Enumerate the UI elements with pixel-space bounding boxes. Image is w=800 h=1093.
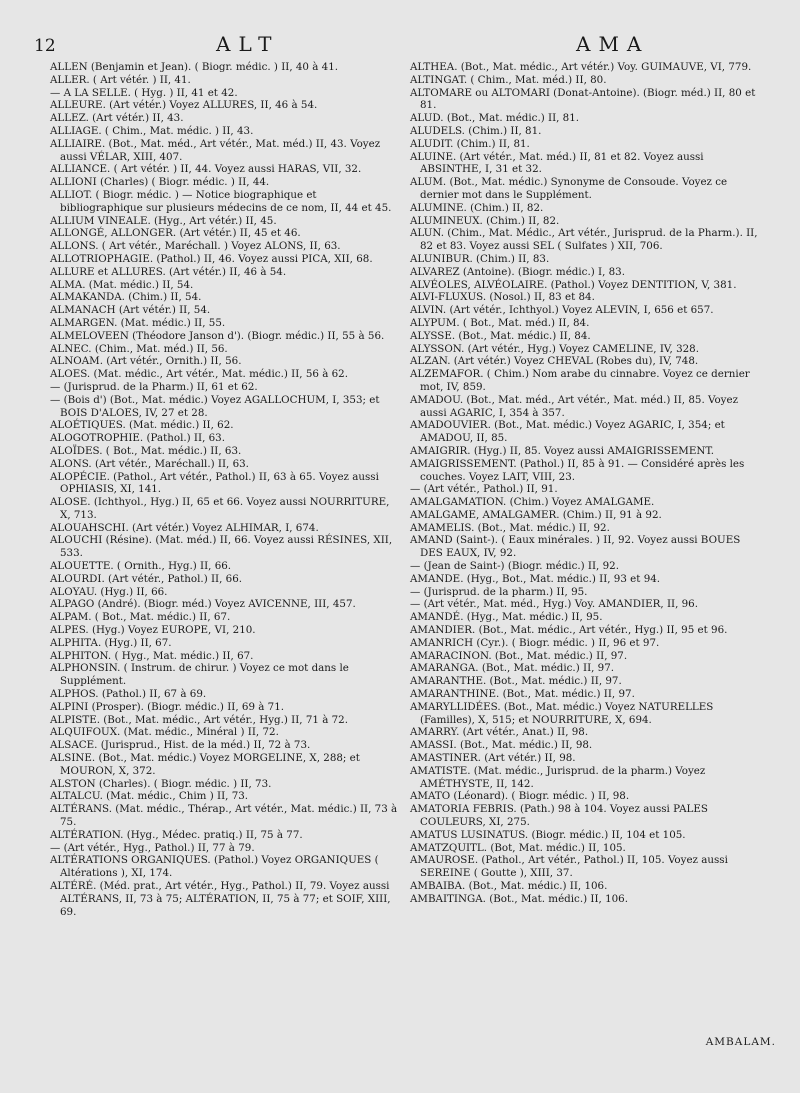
index-entry: AMASTINER. (Art vétér.) II, 98. bbox=[410, 752, 576, 765]
index-entry: ALOÉTIQUES. (Mat. médic.) II, 62. bbox=[50, 419, 234, 432]
index-entry: ALVIN. (Art vétér., Ichthyol.) Voyez ALEVIN, I, 656 et 657. bbox=[410, 304, 714, 317]
index-entry: AMASSI. (Bot., Mat. médic.) II, 98. bbox=[410, 739, 593, 752]
index-entry: ALOYAU. (Hyg.) II, 66. bbox=[50, 585, 168, 598]
index-entry: ALPAM. ( Bot., Mat. médic.) II, 67. bbox=[50, 611, 231, 624]
index-entry: ALTÉRÉ. (Méd. prat., Art vétér., Hyg., Pathol.) II, 79. Voyez aussi ALTÉRANS, II, 73 à 75; ALTÉRATION, II, 75 à 77; et SOIF, XIII, 69. bbox=[50, 880, 391, 918]
index-entry: AMATISTE. (Mat. médic., Jurisprud. de la pharm.) Voyez AMÉTHYSTE, II, 142. bbox=[410, 764, 706, 790]
index-entry: AMARRY. (Art vétér., Anat.) II, 98. bbox=[410, 726, 589, 739]
index-entry: AMATO (Léonard). ( Biogr. médic. ) II, 98. bbox=[410, 790, 630, 803]
index-entry: ALOUCHI (Résine). (Mat. méd.) II, 66. Voyez aussi RÉSINES, XII, 533. bbox=[50, 534, 393, 560]
index-entry: ALMARGEN. (Mat. médic.) II, 55. bbox=[50, 316, 226, 329]
index-entry: — (Art vétér., Pathol.) II, 91. bbox=[410, 483, 558, 496]
index-entry: — (Art vétér., Hyg., Pathol.) II, 77 à 79. bbox=[50, 841, 255, 854]
index-entry: ALUD. (Bot., Mat. médic.) II, 81. bbox=[410, 112, 580, 125]
index-entry: ALUM. (Bot., Mat. médic.) Synonyme de Consoude. Voyez ce dernier mot dans le Supplément. bbox=[410, 176, 728, 201]
index-entry: AMADOUVIER. (Bot., Mat. médic.) Voyez AGARIC, I, 354; et AMADOU, II, 85. bbox=[410, 419, 725, 445]
index-entry: — (Jurisprud. de la pharm.) II, 95. bbox=[410, 585, 588, 598]
index-entry: AMALGAME, AMALGAMER. (Chim.) II, 91 à 92. bbox=[410, 508, 662, 521]
index-entry: AMATZQUITL. (Bot, Mat. médic.) II, 105. bbox=[410, 841, 626, 854]
index-entry: ALVI-FLUXUS. (Nosol.) II, 83 et 84. bbox=[410, 291, 595, 304]
index-entry: ALUDELS. (Chim.) II, 81. bbox=[410, 124, 542, 137]
index-entry: ALSTON (Charles). ( Biogr. médic. ) II, 73. bbox=[50, 777, 272, 790]
index-entry: ALOUAHSCHI. (Art vétér.) Voyez ALHIMAR, I, 674. bbox=[50, 521, 319, 534]
index-entry: ALMAKANDA. (Chim.) II, 54. bbox=[50, 291, 202, 304]
index-entry: ALYSSE. (Bot., Mat. médic.) II, 84. bbox=[410, 329, 591, 342]
index-entry: AMAND (Saint-). ( Eaux minérales. ) II, 92. Voyez aussi BOUES DES EAUX, IV, 92. bbox=[410, 534, 741, 560]
index-entry: ALLIAIRE. (Bot., Mat. méd., Art vétér., Mat. méd.) II, 43. Voyez aussi VÉLAR, XIII, 407. bbox=[50, 137, 381, 163]
page-header bbox=[28, 30, 780, 58]
index-entry: AMALGAMATION. (Chim.) Voyez AMALGAME. bbox=[410, 496, 655, 509]
index-entry: ALMELOVEEN (Théodore Janson d'). (Biogr. médic.) II, 55 à 56. bbox=[50, 329, 385, 342]
index-entry: ALVAREZ (Antoine). (Biogr. médic.) I, 83. bbox=[410, 265, 625, 278]
index-entry: AMARANGA. (Bot., Mat. médic.) II, 97. bbox=[410, 662, 615, 675]
index-entry: AMAMELIS. (Bot., Mat. médic.) II, 92. bbox=[410, 521, 610, 534]
index-entry: ALPINI (Prosper). (Biogr. médic.) II, 69 à 71. bbox=[50, 700, 285, 713]
index-entry: ALLIONI (Charles) ( Biogr. médic. ) II, 44. bbox=[50, 176, 270, 189]
index-entry: AMAIGRISSEMENT. (Pathol.) II, 85 à 91. — Considéré après les couches. Voyez LAIT, VIII, 23. bbox=[410, 457, 745, 483]
index-entry: ALTINGAT. ( Chim., Mat. méd.) II, 80. bbox=[410, 73, 607, 86]
index-entry: AMBAIBA. (Bot., Mat. médic.) II, 106. bbox=[410, 880, 608, 892]
right-column bbox=[410, 61, 760, 906]
index-entry: AMARACINON. (Bot., Mat. médic.) II, 97. bbox=[410, 649, 628, 662]
index-entry: ALOURDI. (Art vétér., Pathol.) II, 66. bbox=[50, 572, 243, 585]
index-entry: ALPISTE. (Bot., Mat. médic., Art vétér., Hyg.) II, 71 à 72. bbox=[50, 713, 349, 726]
index-entry: ALOES. (Mat. médic., Art vétér., Mat. médic.) II, 56 à 62. bbox=[50, 368, 348, 381]
index-entry: ALUMINEUX. (Chim.) II, 82. bbox=[410, 214, 560, 227]
index-entry: — (Bois d') (Bot., Mat. médic.) Voyez AGALLOCHUM, I, 353; et BOIS D'ALOES, IV, 27 et 28. bbox=[50, 393, 380, 419]
index-entry: ALOGOTROPHIE. (Pathol.) II, 63. bbox=[50, 432, 225, 445]
index-entry: AMAIGRIR. (Hyg.) II, 85. Voyez aussi AMAIGRISSEMENT. bbox=[410, 444, 714, 457]
index-entry: ALYSSON. (Art vétér., Hyg.) Voyez CAMELINE, IV, 328. bbox=[410, 342, 699, 355]
index-entry: ALONS. (Art vétér., Maréchall.) II, 63. bbox=[50, 457, 249, 470]
left-column bbox=[50, 61, 400, 918]
index-entry: ALSACE. (Jurisprud., Hist. de la méd.) II, 72 à 73. bbox=[50, 739, 311, 752]
index-entry: ALUNIBUR. (Chim.) II, 83. bbox=[410, 252, 550, 265]
index-entry: ALPHOS. (Pathol.) II, 67 à 69. bbox=[50, 688, 207, 701]
index-entry: ALOUETTE. ( Ornith., Hyg.) II, 66. bbox=[50, 560, 232, 573]
index-entry: ALMANACH (Art vétér.) II, 54. bbox=[50, 304, 211, 317]
index-entry: ALLOTRIOPHAGIE. (Pathol.) II, 46. Voyez aussi PICA, XII, 68. bbox=[50, 252, 373, 265]
index-entry: AMANDE. (Hyg., Bot., Mat. médic.) II, 93 et 94. bbox=[410, 572, 661, 585]
index-entry: ALOÏDES. ( Bot., Mat. médic.) II, 63. bbox=[50, 444, 242, 457]
index-entry: ALSINE. (Bot., Mat. médic.) Voyez MORGELINE, X, 288; et MOURON, X, 372. bbox=[50, 752, 360, 777]
index-entry: ALMA. (Mat. médic.) II, 54. bbox=[50, 278, 194, 291]
index-entry: ALZEMAFOR. ( Chim.) Nom arabe du cinnabre. Voyez ce dernier mot, IV, 859. bbox=[410, 368, 750, 393]
index-entry: AMATUS LUSINATUS. (Biogr. médic.) II, 104 et 105. bbox=[410, 828, 686, 841]
index-entry: ALNOAM. (Art vétér., Ornith.) II, 56. bbox=[50, 355, 242, 368]
index-entry: ALLEN (Benjamin et Jean). ( Biogr. médic. ) II, 40 à 41. bbox=[50, 61, 339, 73]
index-entry: — (Jurisprud. de la Pharm.) II, 61 et 62. bbox=[50, 380, 258, 393]
index-entry: ALLEZ. (Art vétér.) II, 43. bbox=[50, 112, 184, 125]
index-entry: ALTALCU. (Mat. médic., Chim ) II, 73. bbox=[50, 790, 249, 803]
index-entry: AMANDIER. (Bot., Mat. médic., Art vétér., Hyg.) II, 95 et 96. bbox=[410, 624, 728, 637]
index-entry: ALUINE. (Art vétér., Mat. méd.) II, 81 et 82. Voyez aussi ABSINTHE, I, 31 et 32. bbox=[410, 150, 704, 176]
index-entry: AMARANTHE. (Bot., Mat. médic.) II, 97. bbox=[410, 675, 622, 688]
index-entry: ALLONS. ( Art vétér., Maréchall. ) Voyez ALONS, II, 63. bbox=[50, 240, 341, 253]
index-entry: ALLER. ( Art vétér. ) II, 41. bbox=[50, 73, 191, 86]
index-entry: ALPES. (Hyg.) Voyez EUROPE, VI, 210. bbox=[50, 624, 256, 637]
index-entry: ALVÉOLES, ALVÉOLAIRE. (Pathol.) Voyez DENTITION, V, 381. bbox=[410, 278, 737, 291]
index-entry: ALLIANCE. ( Art vétér. ) II, 44. Voyez aussi HARAS, VII, 32. bbox=[50, 163, 362, 176]
index-entry: ALQUIFOUX. (Mat. médic., Minéral ) II, 72. bbox=[50, 726, 279, 739]
index-entry: ALTÉRATIONS ORGANIQUES. (Pathol.) Voyez ORGANIQUES ( Altérations ), XI, 174. bbox=[50, 854, 379, 880]
index-entry: — (Jean de Saint-) (Biogr. médic.) II, 92. bbox=[410, 560, 619, 573]
index-entry: ALOSE. (Ichthyol., Hyg.) II, 65 et 66. Voyez aussi NOURRITURE, X, 713. bbox=[50, 496, 390, 521]
index-entry: AMARANTHINE. (Bot., Mat. médic.) II, 97. bbox=[410, 688, 635, 701]
index-entry: — (Art vétér., Mat. méd., Hyg.) Voy. AMANDIER, II, 96. bbox=[410, 598, 699, 611]
index-entry: AMANDÉ. (Hyg., Mat. médic.) II, 95. bbox=[410, 611, 603, 624]
index-entry: ALLURE et ALLURES. (Art vétér.) II, 46 à 54. bbox=[50, 265, 287, 278]
index-entry: AMBAITINGA. (Bot., Mat. médic.) II, 106. bbox=[410, 892, 628, 905]
index-entry: ALPAGO (André). (Biogr. méd.) Voyez AVICENNE, III, 457. bbox=[50, 598, 356, 611]
index-entry: ALLIUM VINEALE. (Hyg., Art vétér.) II, 45. bbox=[50, 214, 277, 227]
index-entry: ALPHITON. ( Hyg., Mat. médic.) II, 67. bbox=[50, 649, 254, 662]
index-entry: ALTÉRANS. (Mat. médic., Thérap., Art vétér., Mat. médic.) II, 73 à 75. bbox=[50, 803, 398, 829]
index-entry: — A LA SELLE. ( Hyg. ) II, 41 et 42. bbox=[50, 86, 238, 99]
index-entry: ALLIOT. ( Biogr. médic. ) — Notice biographique et bibliographique sur plusieurs médecins de ce nom, II, 44 et 45. bbox=[50, 188, 392, 214]
index-entry: ALZAN. (Art vétér.) Voyez CHEVAL (Robes du), IV, 748. bbox=[410, 355, 699, 368]
index-entry: ALPHONSIN. ( Instrum. de chirur. ) Voyez ce mot dans le Supplément. bbox=[50, 662, 349, 688]
running-head-left: ALT bbox=[216, 32, 280, 56]
catchword: AMBALAM. bbox=[705, 1036, 776, 1048]
index-entry: AMATORIA FEBRIS. (Path.) 98 à 104. Voyez aussi PALES COULEURS, XI, 275. bbox=[410, 803, 708, 829]
index-entry: AMARYLLIDÉES. (Bot., Mat. médic.) Voyez NATURELLES (Familles), X, 515; et NOURRITURE, X, 694. bbox=[410, 700, 714, 726]
index-entry: ALUMINE. (Chim.) II, 82. bbox=[410, 201, 544, 214]
index-entry: ALLIAGE. ( Chim., Mat. médic. ) II, 43. bbox=[50, 124, 254, 137]
index-entry: AMAUROSE. (Pathol., Art vétér., Pathol.) II, 105. Voyez aussi SEREINE ( Goutte ), XIII, 37. bbox=[410, 854, 728, 880]
running-head-right: AMA bbox=[576, 32, 650, 56]
index-entry: ALLEURE. (Art vétér.) Voyez ALLURES, II, 46 à 54. bbox=[50, 99, 318, 112]
index-entry: ALTOMARE ou ALTOMARI (Donat-Antoine). (Biogr. méd.) II, 80 et 81. bbox=[410, 86, 756, 112]
index-entry: ALUN. (Chim., Mat. Médic., Art vétér., Jurisprud. de la Pharm.). II, 82 et 83. Voyez aussi SEL ( Sulfates ) XII, 706. bbox=[410, 227, 758, 253]
index-entry: ALTHEA. (Bot., Mat. médic., Art vétér.) Voy. GUIMAUVE, VI, 779. bbox=[410, 61, 752, 73]
index-entry: AMANRICH (Cyr.). ( Biogr. médic. ) II, 96 et 97. bbox=[410, 636, 660, 649]
index-entry: ALUDIT. (Chim.) II, 81. bbox=[410, 137, 530, 150]
index-entry: ALPHITA. (Hyg.) II, 67. bbox=[50, 636, 172, 649]
page-number: 12 bbox=[34, 36, 56, 56]
index-entry: ALTÉRATION. (Hyg., Médec. pratiq.) II, 75 à 77. bbox=[50, 828, 303, 841]
index-entry: AMADOU. (Bot., Mat. méd., Art vétér., Mat. méd.) II, 85. Voyez aussi AGARIC, I, 354 à 357. bbox=[410, 393, 739, 419]
index-entry: ALYPUM. ( Bot., Mat. méd.) II, 84. bbox=[410, 316, 590, 329]
index-entry: ALLONGÉ, ALLONGER. (Art vétér.) II, 45 et 46. bbox=[50, 227, 301, 240]
index-entry: ALNEC. (Chim., Mat. méd.) II, 56. bbox=[50, 342, 228, 355]
index-entry: ALOPÉCIE. (Pathol., Art vétér., Pathol.) II, 63 à 65. Voyez aussi OPHIASIS, XI, 141. bbox=[50, 470, 379, 496]
